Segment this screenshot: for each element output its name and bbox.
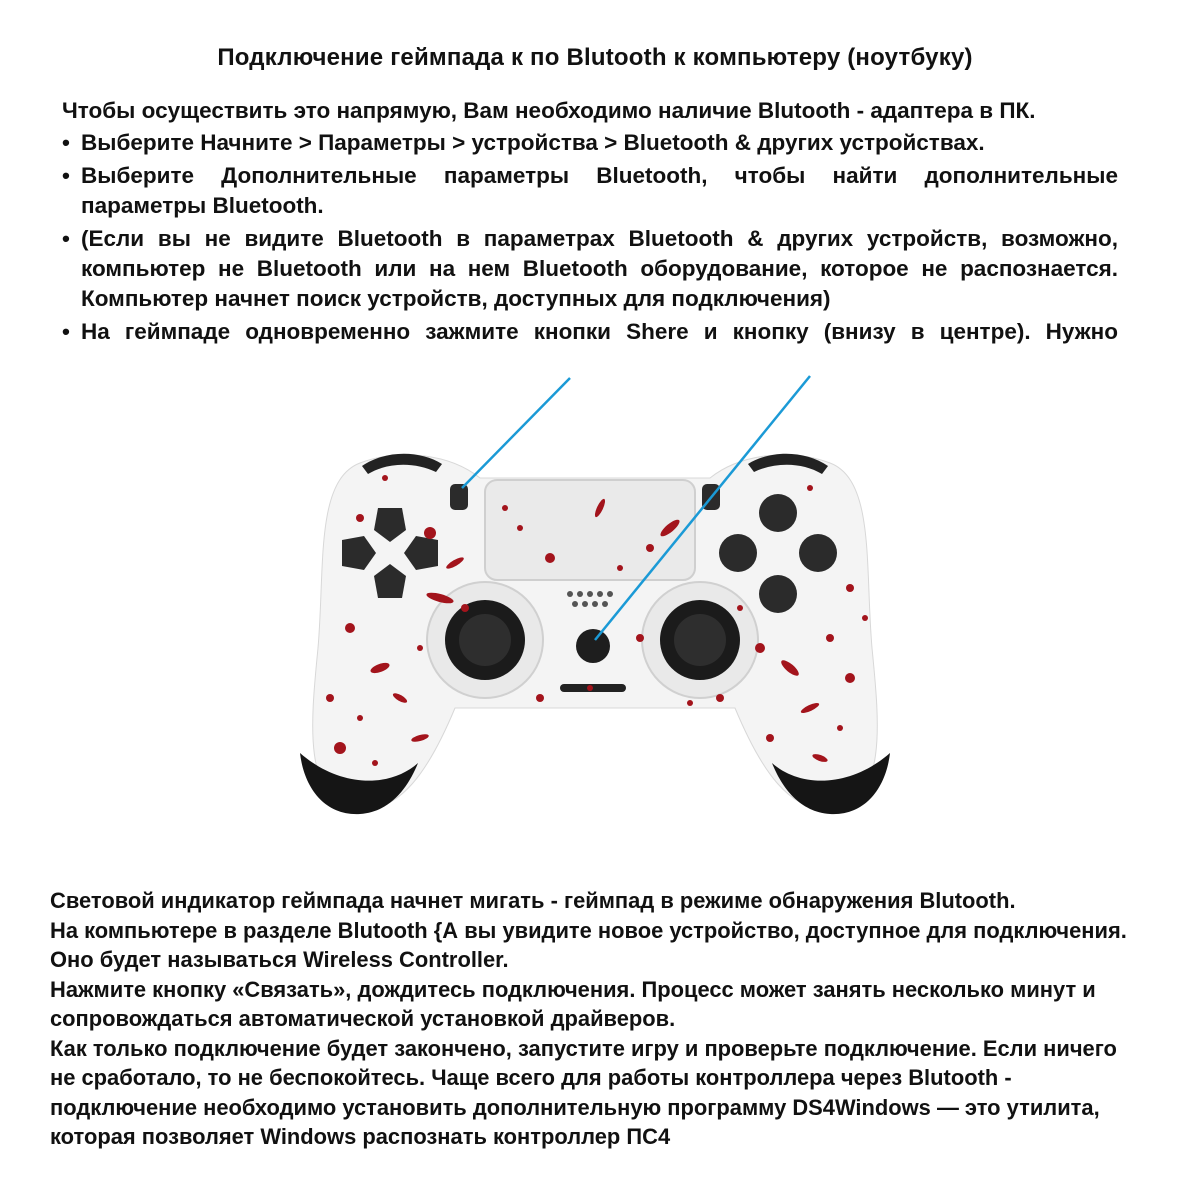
bottom-line: На компьютере в разделе Blutooth {А вы увидите новое устройство, доступное для подключения. — [50, 917, 1127, 943]
bullet-marker: • — [62, 319, 70, 344]
left-stick-top — [459, 614, 511, 666]
bottom-line: Нажмите кнопку «Связать», дождитесь подключения. Процесс может занять несколько минут и — [50, 976, 1096, 1002]
intro-paragraph: Чтобы осуществить это напрямую, Вам необходимо наличие Blutooth - адаптера в ПК. — [62, 98, 1036, 123]
bullet-item — [62, 161, 1118, 221]
page-title: Подключение геймпада к по Blutooth к компьютеру (ноутбуку) — [217, 44, 973, 71]
share-button — [450, 484, 468, 510]
bullet-marker: • — [62, 163, 70, 188]
bottom-line: Световой индикатор геймпада начнет мигать - геймпад в режиме обнаружения Blutooth. — [50, 888, 1016, 913]
bullet-text: На геймпаде одновременно зажмите кнопки Shere и кнопку (внизу в центре). Нужно — [81, 319, 1118, 344]
bottom-line: не сработало, то не беспокойтесь. Чаще всего для работы контроллера через Blutooth - — [50, 1065, 1012, 1090]
instructions-top — [62, 96, 1118, 350]
bullet-marker: • — [62, 130, 70, 155]
bullet-item — [62, 317, 1118, 347]
bottom-line: подключение необходимо установить дополнительную программу DS4Windows — это утилита, — [50, 1094, 1100, 1120]
ps-button — [576, 629, 610, 663]
bullet-text: Выберите Начните > Параметры > устройства > Bluetooth & других устройствах. — [81, 130, 985, 155]
bottom-line: сопровождаться автоматической установкой драйверов. — [50, 1006, 676, 1031]
bullet-item — [62, 224, 1118, 314]
share-pointer-line — [462, 378, 570, 488]
bullet-item — [62, 128, 1118, 158]
bottom-line: которая позволяет Windows распознать контроллер ПС4 — [50, 1124, 671, 1149]
bullet-text: Выберите Дополнительные параметры Bluetooth, чтобы найти дополнительные параметры Bluetooth. — [81, 163, 1118, 218]
bullet-marker: • — [62, 226, 70, 251]
gamepad-illustration — [290, 368, 900, 828]
instructions-bottom — [50, 886, 1170, 1152]
right-stick-top — [674, 614, 726, 666]
bottom-line: Оно будет называться Wireless Controller. — [50, 947, 509, 972]
bottom-line: Как только подключение будет закончено, запустите игру и проверьте подключение. Если ничего — [50, 1035, 1117, 1061]
bullet-text: (Если вы не видите Bluetooth в параметрах Bluetooth & других устройств, возможно, компьютер не Bluetooth или на нем Bluetooth оборудование, которое не распознается. Компьютер начнет поиск устройств, доступных для подключения) — [81, 226, 1118, 311]
